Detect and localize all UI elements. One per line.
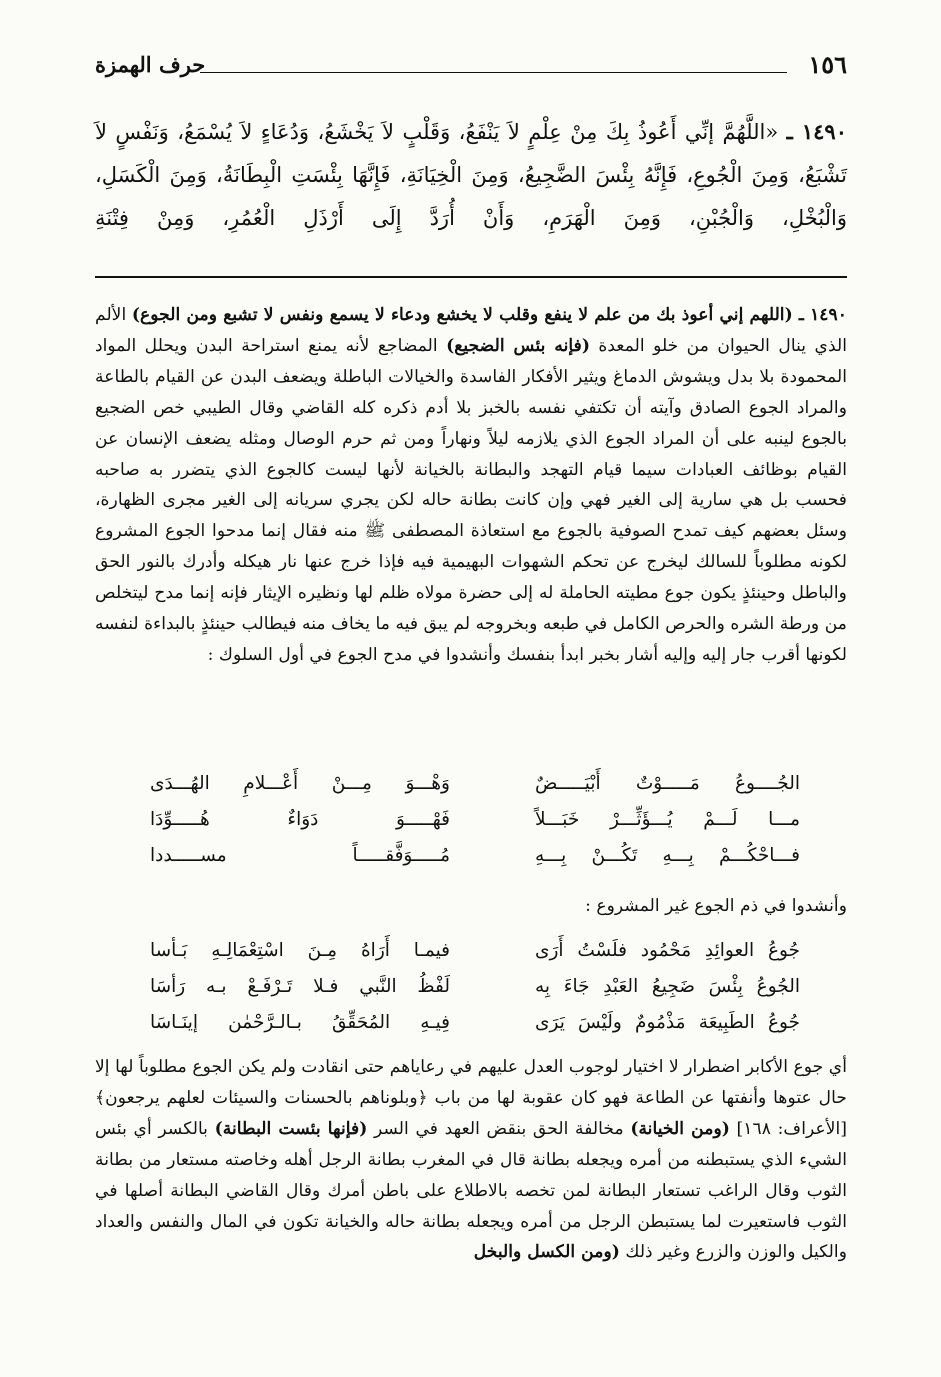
verse-second-hemistich: لَفْظُ النَّبي فـلا تَـرْفَـعْ بـه رَأسَا bbox=[150, 976, 450, 997]
hadith-text bbox=[95, 110, 847, 240]
commentary-lemma: (فإنها بئست البطانة) bbox=[214, 1118, 368, 1139]
commentary-text: أي جوع الأكابر اضطرار لا اختيار لوجوب العدل عليهم في رعاياهم حتى انقادت ولم يكن الجوع مطلوباً لها إلا حال عتوها وأنفتها عن الطاعة فهو كان عقوبة لها من باب ﴿وبلوناهم بالحسنات والسيئات لعلهم يرجعون﴾ [الأعراف: ١٦٨] bbox=[95, 1057, 848, 1139]
verse-second-hemistich: فَهْـــــوَ دَوَاءٌ هُـــــوِّدَا bbox=[150, 809, 450, 830]
verse-second-hemistich: مُـــــوَفَّقـــــاً مســـــددا bbox=[150, 845, 450, 866]
poem-intro-line: وأنشدوا في ذم الجوع غير المشروع : bbox=[585, 896, 847, 916]
commentary-lemma: (ومن الخيانة) bbox=[630, 1118, 730, 1139]
poem-verse bbox=[150, 1012, 800, 1048]
verse-first-hemistich: فـــاحْكُـــمْ بِـــهِ تَكُـــنْ بِـــهِ bbox=[535, 845, 800, 866]
commentary-text: بالكسر أي بئس الشيء الذي يستبطنه من أمره ويجعله بطانة قال في المغرب بطانة الرجل أهله وخاصته مستعار من بطانة الثوب وقال الراغب تستعار البطانة لمن تخصه بالاطلاع على باطن أمرك وقال القاضي البطانة أصلها في الثوب فاستعيرت لما يستبطن الرجل من أمره ويجعله بطانة حاله والخيانة تكون في المال والنفس والعداد والكيل والوزن والزرع وغير ذلك bbox=[95, 1118, 847, 1263]
commentary-text: المضاجع لأنه يمنع استراحة البدن ويحلل المواد المحمودة بلا بدل ويشوش الدماغ ويثير الأفكار الفاسدة والخيالات الباطلة ويضعف البدن عن القيام بالطاعة والمراد الجوع الصادق وآيته أن تكتفي نفسه بالخبز بلا أدم ذكره كله القاضي وقال الطيبي خص الضجيع بالجوع لينبه على أن المراد الجوع الذي يلازمه ليلاً ونهاراً ومن ثم حرم الوصال ومثله يضعف الإنسان عن القيام بوظائف العبادات سيما قيام التهجد والبطانة بالخيانة لأنها ليست كالجوع الذي يتضرر به صاحبه فحسب بل هي سارية إلى الغير فهي وإن كانت بطانة حاله لكن يجري سريانه إلى الغير مجرى الظهارة، وسئل بعضهم كيف تمدح الصوفية بالجوع مع استعاذة المصطفى ﷺ منه فقال إنما مدحوا الجوع المشروع لكونه مطلوباً للسالك ليخرج عن تحكم الشهوات البهيمية فيه فإذا خرج عنها نار هيكله وأدرك بالنور الحق والباطل وحينئذٍ يكون جوع مطيته الحاملة له إلى حضرة مولاه ظلم لها ونظيره الإيثار فإنه إنما مدح ليتخلص من ورطة الشره والحرص الكامل في طبعه وبخروجه لم يبق فيه ما يخاف منه فيطالب حينئذٍ بالبداءة لنفسه لكونها أقرب جار إليه وإليه أشار بخبر ابدأ بنفسك وأنشدوا في مدح الجوع في أول السلوك : bbox=[95, 335, 847, 665]
commentary-text: الألم الذي ينال الحيوان من خلو المعدة bbox=[95, 305, 847, 356]
poem-praise-hunger bbox=[150, 773, 800, 881]
poem-verse bbox=[150, 845, 800, 881]
page-number: ١٥٦ bbox=[808, 50, 847, 79]
verse-first-hemistich: جُوعُ العوائِدِ مَحْمُود فلَسْتُ أَرَى bbox=[535, 940, 800, 961]
verse-first-hemistich: جُوعُ الطَبِيعَة مَذْمُومٌ ولَيْسَ يَرَى bbox=[535, 1012, 800, 1033]
verse-first-hemistich: الجُوعُ بِئْسَ ضَجِيعُ العَبْدِ جَاءَ بِه bbox=[535, 976, 800, 997]
commentary-lemma: ١٤٩٠ ـ (اللهم إني أعوذ بك من علم لا ينفع وقلب لا يخشع ودعاء لا يسمع ونفس لا تشبع ومن الجوع) bbox=[131, 305, 848, 325]
hadith-body: «اللَّهُمَّ إنِّي أَعُوذُ بِكَ مِنْ عِلْمٍ لاَ يَنْفَعُ، وَقَلْبٍ لاَ يَخْشَعُ، وَدُعَاءٍ لاَ يُسْمَعُ، وَنَفْسٍ لاَ تَشْبَعُ، وَمِنَ الْجُوعِ، فَإِنَّهُ بِئْسَ الضَّجِيعُ، وَمِنَ الْخِيَانَةِ، فَإِنَّهَا بِئْسَتِ الْبِطَانَةُ، وَمِنَ الْكَسَلِ، وَالْبُخْلِ، وَالْجُبْنِ، وَمِنَ الْهَرَمِ، وَأَنْ أُرَدَّ إِلَى أَرْذَلِ الْعُمُرِ، وَمِنْ فِتْنَةِ bbox=[95, 120, 847, 230]
verse-first-hemistich: الجُــــوعُ مَـــــوْتٌ أَبْيَـــــضٌ bbox=[535, 773, 800, 794]
commentary-text: مخالفة الحق بنقض العهد في السر bbox=[367, 1118, 631, 1139]
poem-verse bbox=[150, 976, 800, 1012]
verse-second-hemistich: فيمـا أَرَاهُ مِـنَ اسْتِعْمَالِـهِ بَـأسا bbox=[150, 940, 450, 961]
header-rule bbox=[200, 72, 787, 73]
poem-verse bbox=[150, 773, 800, 809]
poem-verse bbox=[150, 940, 800, 976]
hadith-number: ١٤٩٠ ـ bbox=[786, 119, 847, 144]
commentary-lemma: (فإنه بئس الضجيع) bbox=[446, 335, 590, 356]
verse-first-hemistich: مـــا لَـــمْ يُـــؤَثِّـــرْ خَبَـــلاً bbox=[535, 809, 800, 830]
commentary-paragraph-2 bbox=[95, 1052, 847, 1268]
section-divider bbox=[95, 276, 847, 278]
verse-second-hemistich: وَهْـــوَ مِـــنْ أَعْـــلامِ الهُـــدَى bbox=[150, 773, 450, 794]
commentary-paragraph-1 bbox=[95, 300, 847, 671]
commentary-lemma: (ومن الكسل والبخل bbox=[473, 1242, 620, 1263]
chapter-title: حرف الهمزة bbox=[95, 52, 206, 77]
poem-blame-hunger bbox=[150, 940, 800, 1048]
page-header bbox=[95, 50, 847, 84]
poem-verse bbox=[150, 809, 800, 845]
verse-second-hemistich: فِيـهِ المُحَقِّقُ بـالـرَّحْمٰن إينَـاسَا bbox=[150, 1012, 450, 1033]
